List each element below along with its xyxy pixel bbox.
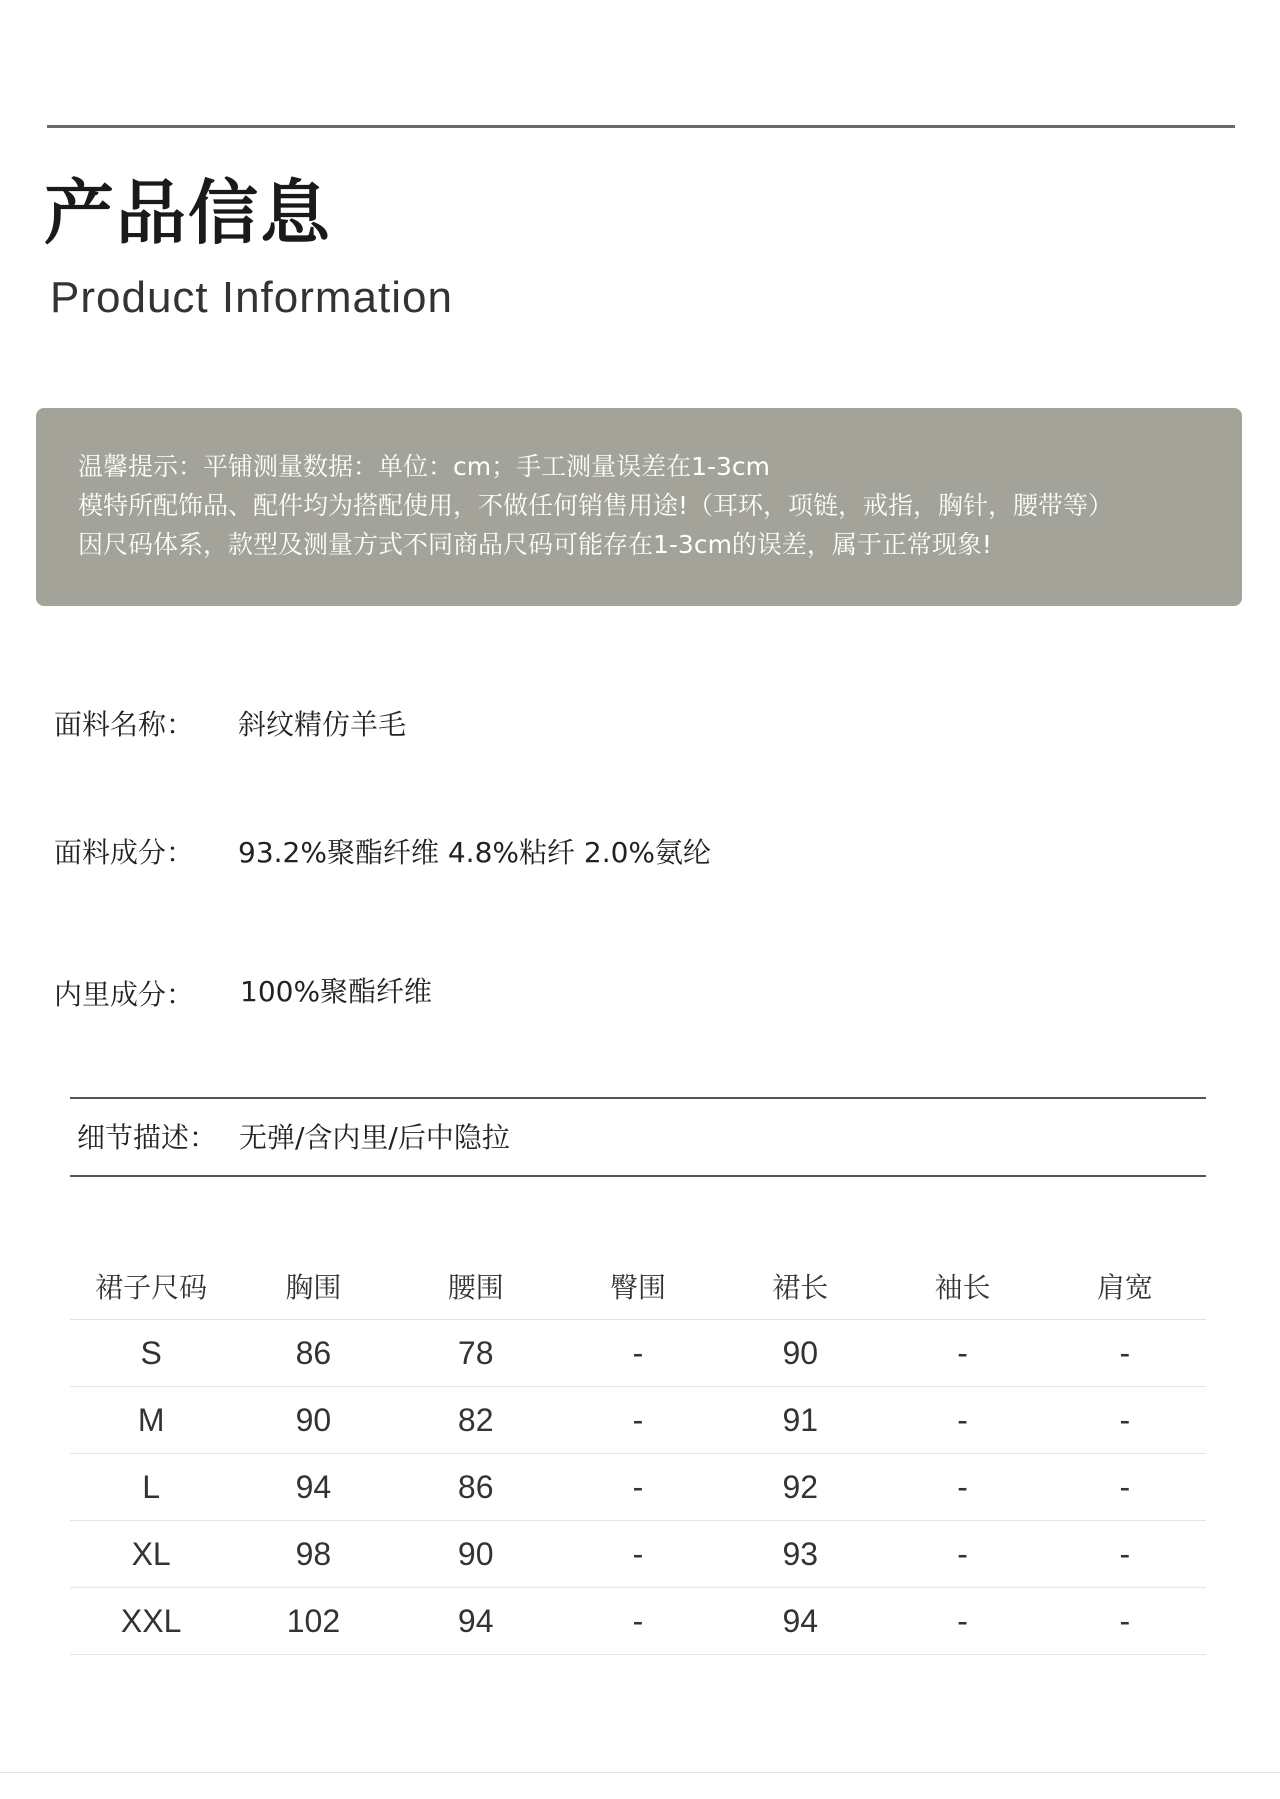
table-row [70, 1387, 1206, 1454]
details-label: 细节描述： [77, 1121, 218, 1154]
table-cell: XL [70, 1521, 232, 1588]
table-cell: 86 [395, 1454, 557, 1521]
size-table-header-row [70, 1252, 1206, 1320]
table-cell: - [881, 1387, 1043, 1454]
table-cell: - [1044, 1320, 1206, 1387]
lining-composition-label: 内里成分： [54, 978, 195, 1011]
table-row [70, 1320, 1206, 1387]
table-cell: 92 [719, 1454, 881, 1521]
table-cell: - [881, 1454, 1043, 1521]
table-cell: - [557, 1588, 719, 1655]
table-cell: - [557, 1454, 719, 1521]
header-sleeve-length: 袖长 [881, 1252, 1043, 1320]
page-title: 产品信息 [44, 172, 332, 254]
header-skirt-length: 裙长 [719, 1252, 881, 1320]
bottom-divider [0, 1772, 1280, 1773]
table-cell: 102 [232, 1588, 394, 1655]
table-cell: 91 [719, 1387, 881, 1454]
header-shoulder-width: 肩宽 [1044, 1252, 1206, 1320]
page-subtitle: Product Information [50, 273, 453, 322]
notice-line: 模特所配饰品、配件均为搭配使用，不做任何销售用途!（耳环，项链，戒指，胸针，腰带等） [78, 491, 1114, 520]
table-cell: S [70, 1320, 232, 1387]
table-cell: 94 [232, 1454, 394, 1521]
details-top-rule [70, 1097, 1206, 1099]
table-cell: 93 [719, 1521, 881, 1588]
table-cell: 90 [719, 1320, 881, 1387]
table-cell: - [1044, 1521, 1206, 1588]
size-table [70, 1252, 1206, 1655]
notice-line: 温馨提示：平铺测量数据：单位：cm；手工测量误差在1-3cm [78, 452, 771, 481]
table-cell: L [70, 1454, 232, 1521]
header-waist: 腰围 [395, 1252, 557, 1320]
fabric-name-label: 面料名称： [54, 708, 195, 741]
table-cell: 90 [232, 1387, 394, 1454]
notice-box [36, 408, 1242, 606]
table-cell: 78 [395, 1320, 557, 1387]
table-cell: 90 [395, 1521, 557, 1588]
table-cell: - [1044, 1454, 1206, 1521]
table-cell: - [1044, 1588, 1206, 1655]
table-cell: - [881, 1320, 1043, 1387]
table-row [70, 1454, 1206, 1521]
table-cell: - [1044, 1387, 1206, 1454]
table-cell: - [881, 1521, 1043, 1588]
header-bust: 胸围 [232, 1252, 394, 1320]
header-hip: 臀围 [557, 1252, 719, 1320]
table-cell: 82 [395, 1387, 557, 1454]
header-size: 裙子尺码 [70, 1252, 232, 1320]
table-cell: XXL [70, 1588, 232, 1655]
table-row [70, 1521, 1206, 1588]
lining-composition-value: 100%聚酯纤维 [240, 975, 433, 1008]
details-value: 无弹/含内里/后中隐拉 [239, 1121, 510, 1154]
table-row [70, 1588, 1206, 1655]
table-cell: M [70, 1387, 232, 1454]
table-cell: 86 [232, 1320, 394, 1387]
table-cell: - [557, 1387, 719, 1454]
table-cell: 94 [719, 1588, 881, 1655]
table-cell: 94 [395, 1588, 557, 1655]
fabric-composition-value: 93.2%聚酯纤维 4.8%粘纤 2.0%氨纶 [238, 836, 712, 869]
table-cell: 98 [232, 1521, 394, 1588]
fabric-name-value: 斜纹精仿羊毛 [238, 708, 407, 741]
notice-line: 因尺码体系，款型及测量方式不同商品尺码可能存在1-3cm的误差，属于正常现象! [78, 530, 992, 559]
details-bottom-rule [70, 1175, 1206, 1177]
table-cell: - [881, 1588, 1043, 1655]
top-divider [47, 125, 1235, 128]
table-cell: - [557, 1521, 719, 1588]
table-cell: - [557, 1320, 719, 1387]
fabric-composition-label: 面料成分： [54, 836, 195, 869]
